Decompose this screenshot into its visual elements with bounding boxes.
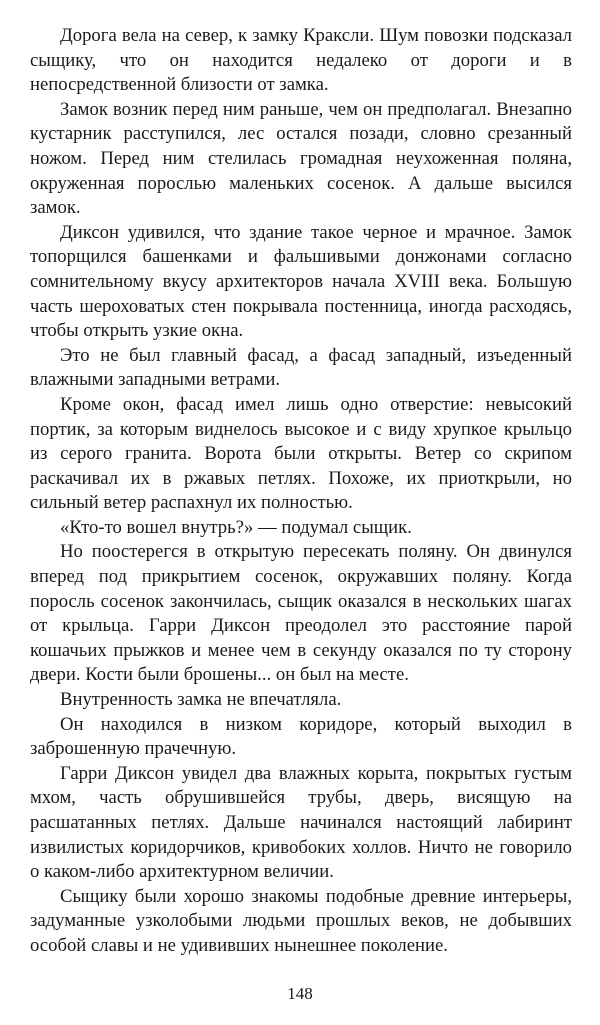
paragraph-9: Он находился в низком коридоре, который выходил в заброшенную прачечную. [30, 713, 572, 760]
page-body [30, 24, 572, 959]
paragraph-5: Кроме окон, фасад имел лишь одно отверстие: невысокий портик, за которым виднелось высокое и с виду хрупкое крыльцо из серого гранита. Ворота были открыты. Ветер со скрипом раскачивал их в ржавых петлях. Похоже, их приоткрыли, но сильный ветер распахнул их полностью. [30, 393, 572, 514]
page-number: 148 [287, 984, 313, 1003]
paragraph-8: Внутренность замка не впечатляла. [60, 689, 342, 711]
paragraph-3: Диксон удивился, что здание такое черное и мрачное. Замок топорщился башенками и фальшивыми донжонами согласно сомнительному вкусу архитекторов начала XVIII века. Большую часть шероховатых стен покрывала постенница, иногда расходясь, чтобы открыть узкие окна. [30, 221, 572, 342]
paragraph-2: Замок возник перед ним раньше, чем он предполагал. Внезапно кустарник расступился, лес остался позади, словно срезанный ножом. Перед ним стелилась громадная неухоженная поляна, окруженная порослью маленьких сосенок. А дальше высился замок. [30, 98, 572, 219]
paragraph-7: Но поостерегся в открытую пересекать поляну. Он двинулся вперед под прикрытием сосенок, окружавших поляну. Когда поросль сосенок закончилась, сыщик оказался в нескольких шагах от крыльца. Гарри Диксон преодолел это расстояние парой кошачьих прыжков и менее чем в секунду оказался по ту сторону двери. Кости были брошены... он был на месте. [30, 541, 572, 686]
paragraph-4: Это не был главный фасад, а фасад западный, изъеденный влажными западными ветрами. [30, 344, 572, 391]
paragraph-10: Гарри Диксон увидел два влажных корыта, покрытых густым мхом, часть обрушившейся трубы, дверь, висящую на расшатанных петлях. Дальше начинался настоящий лабиринт извилистых коридорчиков, кривобоких холлов. Ничто не говорило о каком-либо архитектурном величии. [30, 762, 572, 883]
paragraph-11: Сыщику были хорошо знакомы подобные древние интерьеры, задуманные узколобыми людьми прошлых веков, не добывших особой славы и не удививших нынешнее поколение. [30, 885, 572, 956]
paragraph-1: Дорога вела на север, к замку Краксли. Шум повозки подсказал сыщику, что он находится недалеко от дороги и в непосредственной близости от замка. [30, 25, 572, 96]
paragraph-6: «Кто-то вошел внутрь?» — подумал сыщик. [60, 516, 412, 538]
